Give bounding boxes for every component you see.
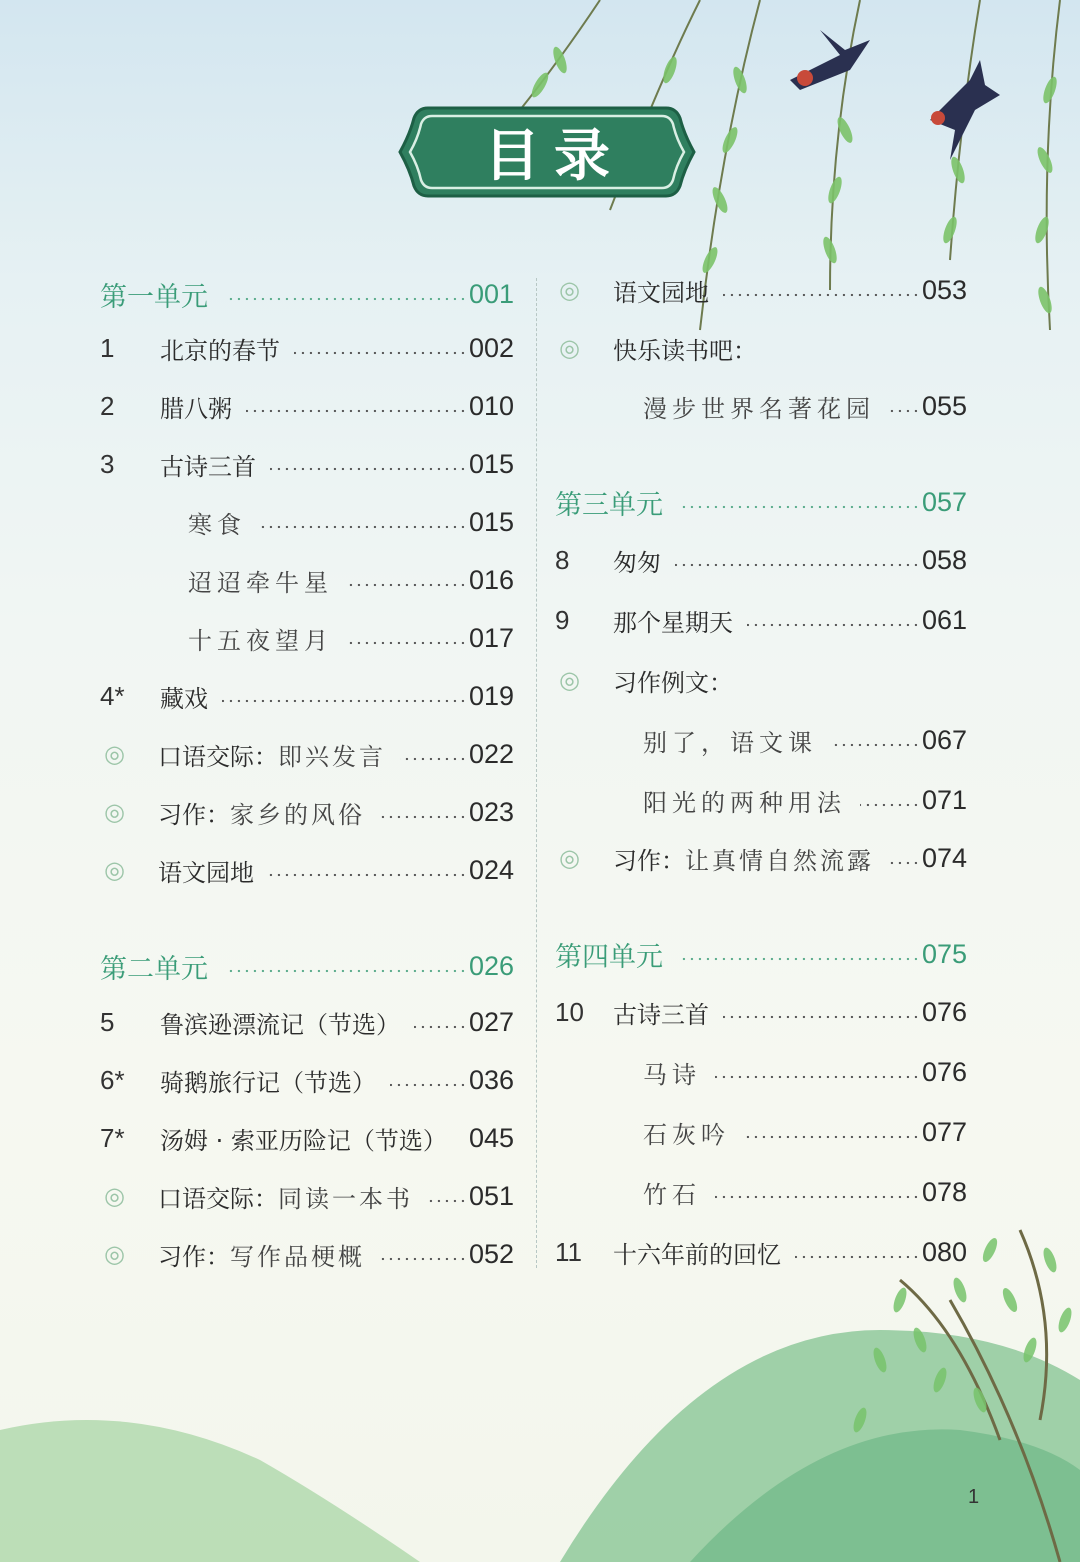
- page-ref: 026: [468, 950, 514, 981]
- entry-title-text: 那个星期天: [613, 608, 733, 637]
- entry-title-text: 北京的春节: [160, 336, 280, 365]
- page-ref: 076: [921, 1056, 967, 1087]
- toc-entry[interactable]: [100, 326, 514, 370]
- bullet-circle-icon: ◎: [559, 844, 580, 872]
- dot-leader: [888, 861, 920, 865]
- page-ref: 051: [468, 1180, 514, 1211]
- entry-title-text: 十五夜望月: [188, 626, 333, 655]
- entry-title-text: 阳光的两种用法: [643, 788, 846, 817]
- bullet-circle-icon: ◎: [104, 798, 125, 826]
- entry-title: [160, 1005, 400, 1040]
- dot-leader: [268, 873, 467, 877]
- entry-number: 4*: [100, 680, 125, 711]
- page-ref: 075: [921, 938, 967, 969]
- toc-entry[interactable]: [555, 326, 967, 370]
- entry-title: [613, 1235, 781, 1270]
- toc-unit-heading[interactable]: [555, 480, 967, 524]
- toc-entry[interactable]: [555, 718, 967, 762]
- toc-entry[interactable]: [100, 1116, 514, 1160]
- page-ref: 010: [468, 390, 514, 421]
- entry-number: 11: [555, 1236, 582, 1267]
- swallow-icon: [790, 30, 1000, 160]
- entry-title-text: 习作：: [158, 800, 230, 829]
- entry-title-text: 古诗三首: [160, 452, 256, 481]
- entry-title-detail: 同读一本书: [278, 1184, 413, 1213]
- entry-number: 6*: [100, 1064, 125, 1095]
- bullet-circle-icon: ◎: [559, 334, 580, 362]
- entry-title-text: 石灰吟: [643, 1120, 730, 1149]
- toc-entry[interactable]: [555, 990, 967, 1034]
- entry-title-text: 习作例文：: [613, 668, 733, 697]
- entry-title-text: 寒食: [188, 510, 246, 539]
- dot-leader: [681, 505, 920, 509]
- page-ref: 057: [921, 486, 967, 517]
- dot-leader: [347, 583, 467, 587]
- dot-leader: [222, 699, 467, 703]
- dot-leader: [860, 803, 920, 807]
- entry-title-text: 语文园地: [613, 278, 709, 307]
- toc-entry[interactable]: [100, 848, 514, 892]
- page-ref: 061: [921, 604, 967, 635]
- page-ref: 076: [921, 996, 967, 1027]
- entry-title: [643, 1115, 730, 1150]
- dot-leader: [226, 297, 467, 301]
- dot-leader: [294, 351, 467, 355]
- toc-entry[interactable]: [555, 778, 967, 822]
- entry-title: [158, 737, 386, 772]
- toc-entry[interactable]: [555, 1110, 967, 1154]
- page-ref: 077: [921, 1116, 967, 1147]
- bullet-circle-icon: ◎: [104, 1182, 125, 1210]
- entry-title: [188, 563, 333, 598]
- entry-number: 8: [555, 544, 570, 575]
- entry-title: [613, 603, 733, 638]
- entry-number: 3: [100, 448, 115, 479]
- page-ref: 080: [921, 1236, 967, 1267]
- page-ref: 058: [921, 544, 967, 575]
- dot-leader: [795, 1255, 920, 1259]
- entry-title-text: 第二单元: [100, 953, 208, 985]
- entry-title-text: 古诗三首: [613, 1000, 709, 1029]
- toc-entry[interactable]: [100, 384, 514, 428]
- entry-title-text: 第一单元: [100, 281, 208, 313]
- dot-leader: [379, 815, 467, 819]
- dot-leader: [226, 969, 467, 973]
- bullet-circle-icon: ◎: [104, 856, 125, 884]
- dot-leader: [414, 1025, 467, 1029]
- toc-entry[interactable]: [100, 500, 514, 544]
- entry-title: [643, 1055, 701, 1090]
- entry-title: [160, 1063, 376, 1098]
- entry-title: [158, 1237, 365, 1272]
- dot-leader: [400, 757, 467, 761]
- entry-number: 9: [555, 604, 570, 635]
- entry-title-text: 藏戏: [160, 684, 208, 713]
- toc-entry[interactable]: [100, 1174, 514, 1218]
- page-ref: 002: [468, 332, 514, 363]
- toc-entry[interactable]: [555, 1050, 967, 1094]
- page-ref: 001: [468, 278, 514, 309]
- toc-entry[interactable]: [555, 598, 967, 642]
- bullet-circle-icon: ◎: [104, 740, 125, 768]
- page-ref: 074: [921, 842, 967, 873]
- dot-leader: [427, 1199, 467, 1203]
- entry-title-text: 迢迢牵牛星: [188, 568, 333, 597]
- entry-title-detail: 让真情自然流露: [685, 846, 874, 875]
- page-ref: 015: [468, 506, 514, 537]
- entry-title: [613, 663, 733, 698]
- entry-title-text: 语文园地: [158, 858, 254, 887]
- entry-title: [643, 389, 875, 424]
- entry-number: 10: [555, 996, 584, 1027]
- toc-title-badge: [398, 104, 696, 200]
- page-ref: 078: [921, 1176, 967, 1207]
- page-ref: 016: [468, 564, 514, 595]
- entry-title-text: 习作：: [158, 1242, 230, 1271]
- toc-unit-heading[interactable]: [555, 932, 967, 976]
- entry-title: [160, 679, 208, 714]
- dot-leader: [831, 743, 920, 747]
- bullet-circle-icon: ◎: [559, 666, 580, 694]
- dot-leader: [723, 1015, 920, 1019]
- dot-leader: [675, 563, 920, 567]
- dot-leader: [715, 1075, 920, 1079]
- dot-leader: [889, 409, 920, 413]
- toc-entry[interactable]: [555, 1170, 967, 1214]
- entry-title-text: 十六年前的回忆: [613, 1240, 781, 1269]
- page-ref: 036: [468, 1064, 514, 1095]
- toc-entry[interactable]: [100, 442, 514, 486]
- entry-title: [613, 995, 709, 1030]
- page-ref: 067: [921, 724, 967, 755]
- bullet-circle-icon: ◎: [104, 1240, 125, 1268]
- toc-entry[interactable]: [100, 790, 514, 834]
- entry-title: [613, 841, 874, 876]
- page-ref: 045: [468, 1122, 514, 1153]
- bullet-circle-icon: ◎: [559, 276, 580, 304]
- page-ref: 022: [468, 738, 514, 769]
- page-ref: 052: [468, 1238, 514, 1269]
- dot-leader: [260, 525, 467, 529]
- entry-title: [643, 1175, 701, 1210]
- toc-entry[interactable]: [100, 558, 514, 602]
- toc-entry[interactable]: [555, 538, 967, 582]
- entry-title-text: 汤姆 · 索亚历险记（节选）: [160, 1126, 447, 1155]
- dot-leader: [270, 467, 467, 471]
- entry-title: [158, 795, 365, 830]
- entry-title: [160, 447, 256, 482]
- entry-title-text: 第三单元: [555, 489, 663, 521]
- entry-title: [100, 275, 208, 314]
- entry-title: [643, 783, 846, 818]
- entry-title-text: 匆匆: [613, 548, 661, 577]
- entry-title-text: 马诗: [643, 1060, 701, 1089]
- toc-entry[interactable]: [555, 1230, 967, 1274]
- entry-title-detail: 家乡的风俗: [230, 800, 365, 829]
- page-ref: 015: [468, 448, 514, 479]
- entry-title-text: 骑鹅旅行记（节选）: [160, 1068, 376, 1097]
- entry-title-text: 快乐读书吧：: [613, 336, 757, 365]
- entry-number: 7*: [100, 1122, 125, 1153]
- toc-unit-heading[interactable]: [100, 944, 514, 988]
- entry-title: [100, 947, 208, 986]
- entry-title: [613, 331, 757, 366]
- page-ref: 019: [468, 680, 514, 711]
- toc-entry[interactable]: [555, 836, 967, 880]
- page-ref: 055: [921, 390, 967, 421]
- entry-title-text: 习作：: [613, 846, 685, 875]
- entry-title-text: 漫步世界名著花园: [643, 394, 875, 423]
- entry-title: [158, 853, 254, 888]
- page-ref: 027: [468, 1006, 514, 1037]
- toc-entry[interactable]: [555, 268, 967, 312]
- page-ref: 053: [921, 274, 967, 305]
- entry-title-text: 第四单元: [555, 941, 663, 973]
- dot-leader: [379, 1257, 467, 1261]
- entry-title: [188, 505, 246, 540]
- entry-number: 1: [100, 332, 115, 363]
- entry-title-text: 竹石: [643, 1180, 701, 1209]
- dot-leader: [715, 1195, 920, 1199]
- entry-title: [160, 389, 232, 424]
- entry-title: [188, 621, 333, 656]
- toc-entry[interactable]: [100, 1058, 514, 1102]
- column-divider: [536, 278, 537, 1268]
- toc-title: 目录: [484, 124, 624, 189]
- entry-title: [160, 331, 280, 366]
- page-ref: 071: [921, 784, 967, 815]
- entry-title: [555, 935, 663, 974]
- dot-leader: [723, 293, 920, 297]
- dot-leader: [390, 1083, 467, 1087]
- entry-title-text: 口语交际：: [158, 742, 278, 771]
- entry-title: [613, 273, 709, 308]
- entry-title-text: 腊八粥: [160, 394, 232, 423]
- toc-entry[interactable]: [100, 1232, 514, 1276]
- entry-title-text: 口语交际：: [158, 1184, 278, 1213]
- toc-entry[interactable]: [100, 674, 514, 718]
- entry-title: [160, 1121, 447, 1156]
- dot-leader: [744, 1135, 920, 1139]
- toc-entry[interactable]: [100, 616, 514, 660]
- entry-title-text: 别了，语文课: [643, 728, 817, 757]
- dot-leader: [747, 623, 920, 627]
- toc-entry[interactable]: [555, 658, 967, 702]
- entry-title: [158, 1179, 413, 1214]
- toc-entry[interactable]: [555, 384, 967, 428]
- dot-leader: [347, 641, 467, 645]
- page-number: 1: [968, 1486, 980, 1508]
- page-ref: 024: [468, 854, 514, 885]
- dot-leader: [246, 409, 467, 413]
- page-ref: 023: [468, 796, 514, 827]
- entry-title-detail: 即兴发言: [278, 742, 386, 771]
- page-ref: 017: [468, 622, 514, 653]
- entry-title: [555, 483, 663, 522]
- entry-title-detail: 写作品梗概: [230, 1242, 365, 1271]
- toc-entry[interactable]: [100, 732, 514, 776]
- toc-unit-heading[interactable]: [100, 272, 514, 316]
- dot-leader: [681, 957, 920, 961]
- entry-number: 2: [100, 390, 115, 421]
- entry-title-text: 鲁滨逊漂流记（节选）: [160, 1010, 400, 1039]
- entry-title: [613, 543, 661, 578]
- entry-title: [643, 723, 817, 758]
- toc-entry[interactable]: [100, 1000, 514, 1044]
- entry-number: 5: [100, 1006, 115, 1037]
